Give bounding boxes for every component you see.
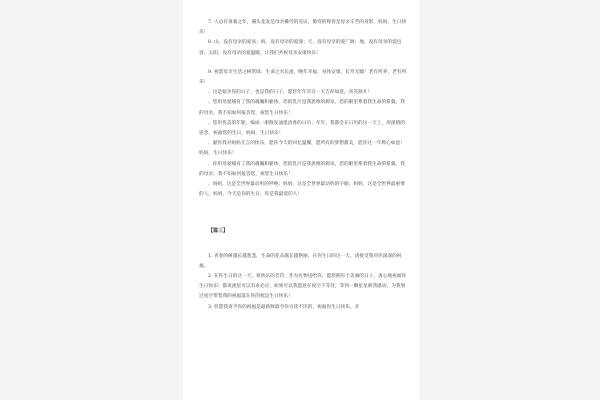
section-title: 【篇三】 (208, 228, 229, 235)
spacer (199, 243, 409, 252)
spacer (199, 200, 409, 218)
paragraph-b6: 、妈妈，这是全世界最动听的呼唤；妈妈，这是全世界最动听的字眼；妈妈，这是全世界最重要的人。妈妈，今天是你的生日，你是我最爱的人！ (199, 182, 405, 198)
paragraph-8: 8. 山，没有母亲的爱高；海，没有母亲的爱深；天，没有母亲的爱广阔；地，没有母亲的爱包容；太阳，没有母亲的爱温暖，让我们共祝母亲安康快乐！ (199, 40, 402, 56)
paragraph-b5: 、你用母爱哺育了我的魂魄和躯体，您的乳汁是我思维的源泉，您的眼里系着我生命的希冀。我的母亲，我不知如何报答您，祝您生日快乐！ (199, 161, 405, 177)
paragraph-c1: 1. 青春的树越长越葱茏，生命的花朵越长越艳丽，在你生日的这一天，请接受我对你深深的祝福。 (199, 253, 402, 269)
paragraph-b3: 、您用优美的年轮，编成一册散发油墨清香的日历；年年，我都会在日历的这一天上，用深情的思念，祝福您的生日，妈妈，生日快乐！ (199, 120, 405, 137)
paragraph-b1: 、这是娘亲你的日子，也是我的日子，愿您年年有这一天吉祥如意，喜笑颜开！ (208, 90, 373, 96)
spacer (199, 59, 409, 68)
paragraph-9: 9. 祝愿母亲生活之树常绿，生命之水长流，晚年幸福，身体安康，长寿无疆！老有所养，老有所乐！ (199, 69, 407, 86)
paragraph-7: 7. 人总有垂暮之年，满头花发是母亲操劳的见证，微弯的脊背是母亲辛苦的身影。妈妈，生日快乐！ (199, 20, 407, 36)
document-page (183, 0, 419, 400)
document-body (199, 18, 409, 313)
paragraph-b2: 、您用母爱哺育了我的魂魄和躯体，您的乳汁是我思维的源泉，您的眼里系着我生命的希冀。我的母亲，我不知如何报答您，祝您生日快乐！ (199, 100, 405, 116)
paragraph-b4: 、献你我对妈妈无言的快乐，愿你今天的回忆温馨，愿所有的梦想甜美，愿你这一年称心如意！妈妈，生日快乐！ (199, 141, 405, 157)
paragraph-c3: 3. 但愿我寄予你的祝福是最新鲜最令你百读不厌的，祝福你生日快乐，开 (208, 304, 360, 310)
paragraph-c2: 2. 在你生日的这一天，将快乐的音符，作为礼物送给你，愿您拥有个美丽的日子，衷心地祝福你生日快乐！都说流星可以有求必应，如果可以我愿意在夜空下等待，等到一颗星星被我感动，为我划过星空带着我的祝福落在你的枕边生日快乐！ (199, 274, 407, 300)
